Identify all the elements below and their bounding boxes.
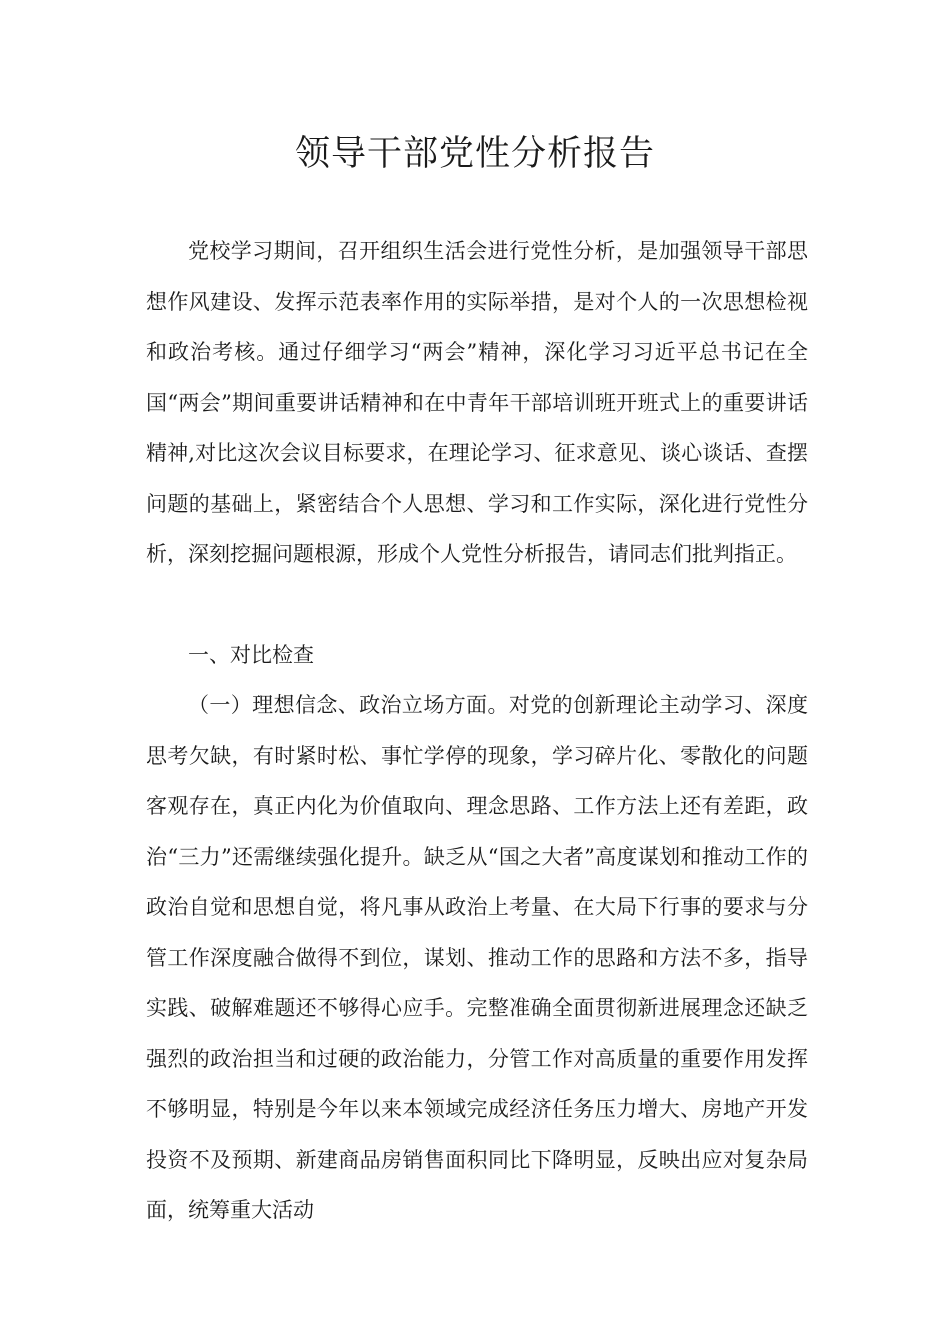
document-title: 领导干部党性分析报告 bbox=[294, 134, 655, 174]
section-heading: 一、对比检查 bbox=[188, 643, 314, 667]
section-paragraph: （一）理想信念、政治立场方面。对党的创新理论主动学习、深度思考欠缺，有时紧时松、事忙学停的现象，学习碎片化、零散化的问题客观存在，真正内化为价值取向、理念思路、工作方法上还有差距，政治“三力”还需继续强化提升。缺乏从“国之大者”高度谋划和推动工作的政治自觉和思想自觉，将凡事从政治上考量、在大局下行事的要求与分管工作深度融合做得不到位，谋划、推动工作的思路和方法不多，指导实践、破解难题还不够得心应手。完整准确全面贯彻新进展理念还缺乏强烈的政治担当和过硬的政治能力，分管工作对高质量的重要作用发挥不够明显，特别是今年以来本领域完成经济任务压力增大、房地产开发投资不及预期、新建商品房销售面积同比下降明显，反映出应对复杂局面，统筹重大活动 bbox=[146, 693, 808, 1222]
intro-paragraph: 党校学习期间，召开组织生活会进行党性分析，是加强领导干部思想作风建设、发挥示范表率作用的实际举措，是对个人的一次思想检视和政治考核。通过仔细学习“两会”精神，深化学习习近平总书记在全国“两会”期间重要讲话精神和在中青年干部培训班开班式上的重要讲话精神,对比这次会议目标要求，在理论学习、征求意见、谈心谈话、查摆问题的基础上，紧密结合个人思想、学习和工作实际，深化进行党性分析，深刻挖掘问题根源，形成个人党性分析报告，请同志们批判指正。 bbox=[146, 239, 808, 566]
